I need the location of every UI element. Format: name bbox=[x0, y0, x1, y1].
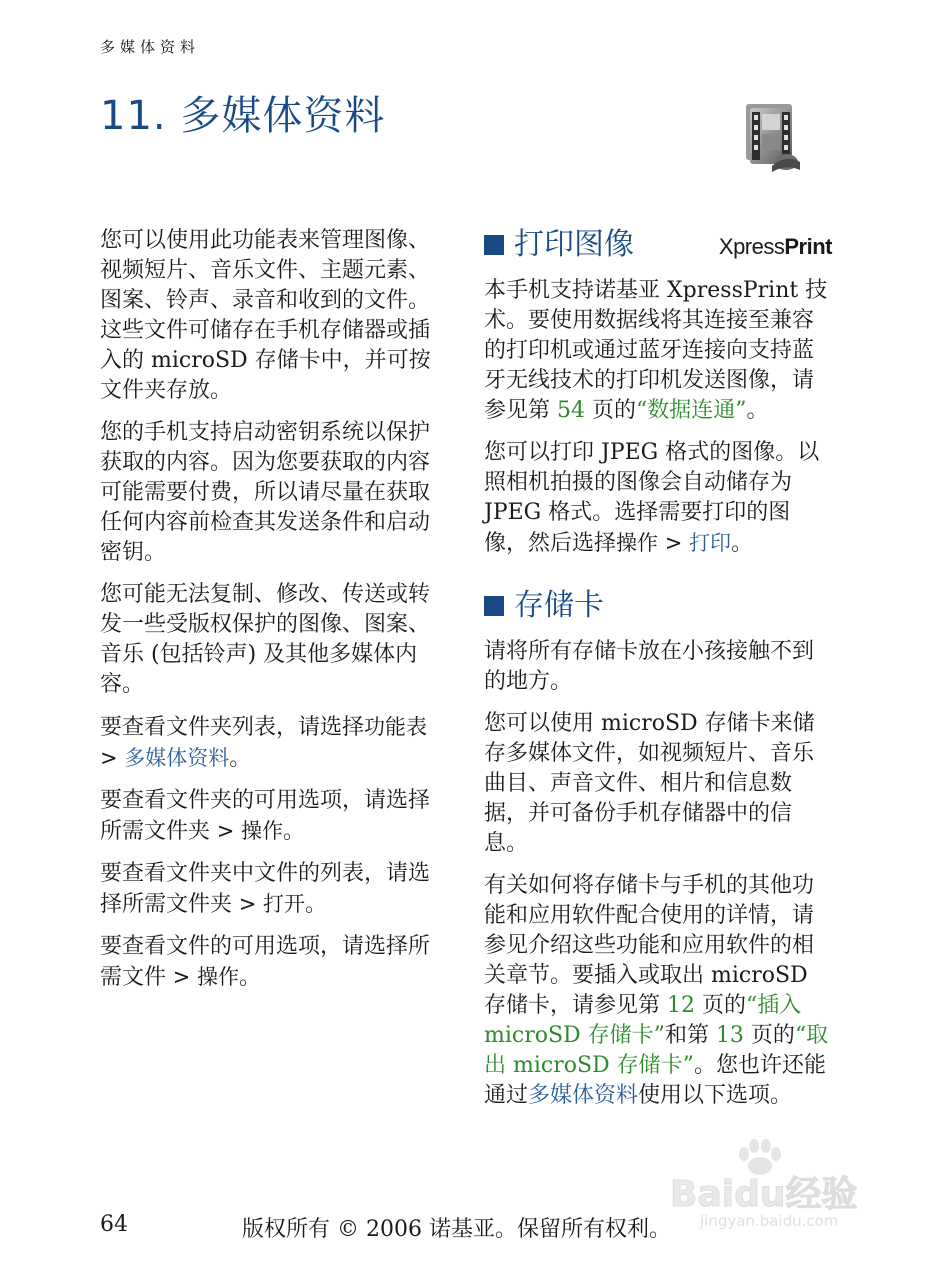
drm-paragraph: 您的手机支持启动密钥系统以保护获取的内容。因为您要获取的内容可能需要付费，所以请尽量在获取任何内容前检查其发送条件和启动密钥。 bbox=[100, 420, 431, 565]
text-span: 要查看文件夹中文件的列表，请选择所需文件夹 bbox=[100, 861, 431, 917]
right-column bbox=[484, 226, 832, 1123]
chapter-title: 11. 多媒体资料 bbox=[100, 93, 386, 139]
running-head: 多媒体资料 bbox=[100, 38, 201, 56]
text-span: 。 bbox=[304, 892, 327, 917]
file-options-instruction bbox=[100, 932, 448, 993]
logo-text-bold: Print bbox=[784, 234, 832, 259]
text-span: 。 bbox=[282, 819, 305, 844]
section-bullet-icon bbox=[484, 235, 504, 255]
path-separator: > bbox=[100, 746, 125, 770]
data-connectivity-link[interactable]: “数据连通” bbox=[636, 398, 747, 423]
text-span: 。 bbox=[730, 531, 753, 556]
remove-card-link[interactable]: “取出 microSD 存储卡” bbox=[484, 1023, 829, 1078]
print-section-title: 打印图像 bbox=[514, 227, 634, 262]
text-span: 使用以下选项。 bbox=[638, 1083, 793, 1108]
folder-options-instruction bbox=[100, 786, 448, 847]
path-separator: > bbox=[658, 531, 689, 555]
text-span: 要查看文件夹的可用选项，请选择所需文件夹 bbox=[100, 788, 431, 844]
intro-paragraph: 您可以使用此功能表来管理图像、视频短片、音乐文件、主题元素、图案、铃声、录音和收到的文件。这些文件可储存在手机存储器或插入的 microSD 存储卡中，并可按文件夹存放。 bbox=[100, 228, 431, 403]
menu-item-options: 操作 bbox=[616, 531, 659, 555]
memory-card-section-title: 存储卡 bbox=[514, 588, 604, 623]
page-ref-link[interactable]: 54 bbox=[557, 398, 585, 423]
path-separator: > bbox=[232, 892, 263, 916]
text-span: 。您也许还能通过 bbox=[484, 1053, 826, 1108]
page-number: 64 bbox=[100, 1212, 128, 1237]
copyright-notice-paragraph: 您可能无法复制、修改、传送或转发一些受版权保护的图像、图案、音乐 (包括铃声) 及其他多媒体内容。 bbox=[100, 582, 431, 697]
text-span: 。 bbox=[746, 398, 769, 423]
file-list-instruction bbox=[100, 859, 448, 920]
insert-card-link[interactable]: “插入 microSD 存储卡” bbox=[484, 993, 802, 1048]
text-span: 。 bbox=[238, 965, 261, 990]
text-span: 。 bbox=[229, 746, 252, 771]
text-span: 本手机支持诺基亚 XpressPrint 技术。要使用数据线将其连接至兼容的打印机或通过蓝牙连接向支持蓝牙无线技术的打印机发送图像，请参见第 bbox=[484, 278, 828, 423]
menu-item-options: 操作 bbox=[196, 965, 239, 989]
card-usage-paragraph: 您可以使用 microSD 存储卡来储存多媒体文件，如视频短片、音乐曲目、声音文件、相片和信息数据，并可备份手机存储器中的信息。 bbox=[484, 711, 815, 856]
menu-item-options: 操作 bbox=[240, 819, 283, 843]
memory-card-section-heading bbox=[484, 587, 832, 629]
print-link[interactable]: 打印 bbox=[688, 531, 731, 555]
folder-list-instruction bbox=[100, 712, 448, 774]
gallery-link[interactable]: 多媒体资料 bbox=[528, 1083, 639, 1108]
text-span: 您可以打印 JPEG 格式的图像。以照相机拍摄的图像会自动储存为 JPEG 格式。选择需要打印的图像，然后选择 bbox=[484, 440, 820, 556]
baidu-watermark bbox=[664, 1138, 874, 1238]
text-span: 有关如何将存储卡与手机的其他功能和应用软件配合使用的详情，请参见介绍这些功能和应用软件的相关章节。要插入或取出 microSD 存储卡，请参见第 bbox=[484, 873, 815, 1018]
text-span: 页的 bbox=[695, 993, 746, 1018]
path-separator: > bbox=[210, 819, 241, 843]
left-column bbox=[100, 226, 448, 1005]
section-bullet-icon bbox=[484, 596, 504, 616]
menu-item-functions: 功能表 bbox=[364, 715, 428, 739]
watermark-url: jingyan.baidu.com bbox=[700, 1212, 839, 1230]
watermark-brand: Baidu经验 bbox=[670, 1174, 858, 1215]
xpressprint-logo bbox=[719, 232, 832, 262]
xpressprint-paragraph bbox=[484, 276, 832, 426]
jpeg-print-paragraph bbox=[484, 438, 832, 559]
print-section-heading bbox=[484, 226, 832, 268]
section-spacer bbox=[484, 571, 832, 587]
menu-item-open: 打开 bbox=[262, 892, 305, 916]
text-span: 要查看文件的可用选项，请选择所需文件 bbox=[100, 934, 431, 990]
text-span: 页的 bbox=[585, 398, 636, 423]
copyright-line: 版权所有 © 2006 诺基亚。保留所有权利。 bbox=[242, 1217, 671, 1242]
card-safety-paragraph: 请将所有存储卡放在小孩接触不到的地方。 bbox=[484, 639, 815, 694]
logo-text-regular: Xpress bbox=[718, 234, 785, 259]
path-separator: > bbox=[166, 965, 197, 989]
text-span: 和第 bbox=[664, 1023, 716, 1048]
text-span: 页的 bbox=[743, 1023, 795, 1048]
page-ref-link[interactable]: 13 bbox=[715, 1023, 744, 1048]
film-strip-folder-icon bbox=[742, 100, 804, 176]
card-reference-paragraph bbox=[484, 871, 832, 1111]
gallery-link[interactable]: 多媒体资料 bbox=[124, 746, 230, 770]
text-span: 要查看文件夹列表，请选择 bbox=[100, 715, 365, 740]
page-ref-link[interactable]: 12 bbox=[667, 993, 695, 1018]
